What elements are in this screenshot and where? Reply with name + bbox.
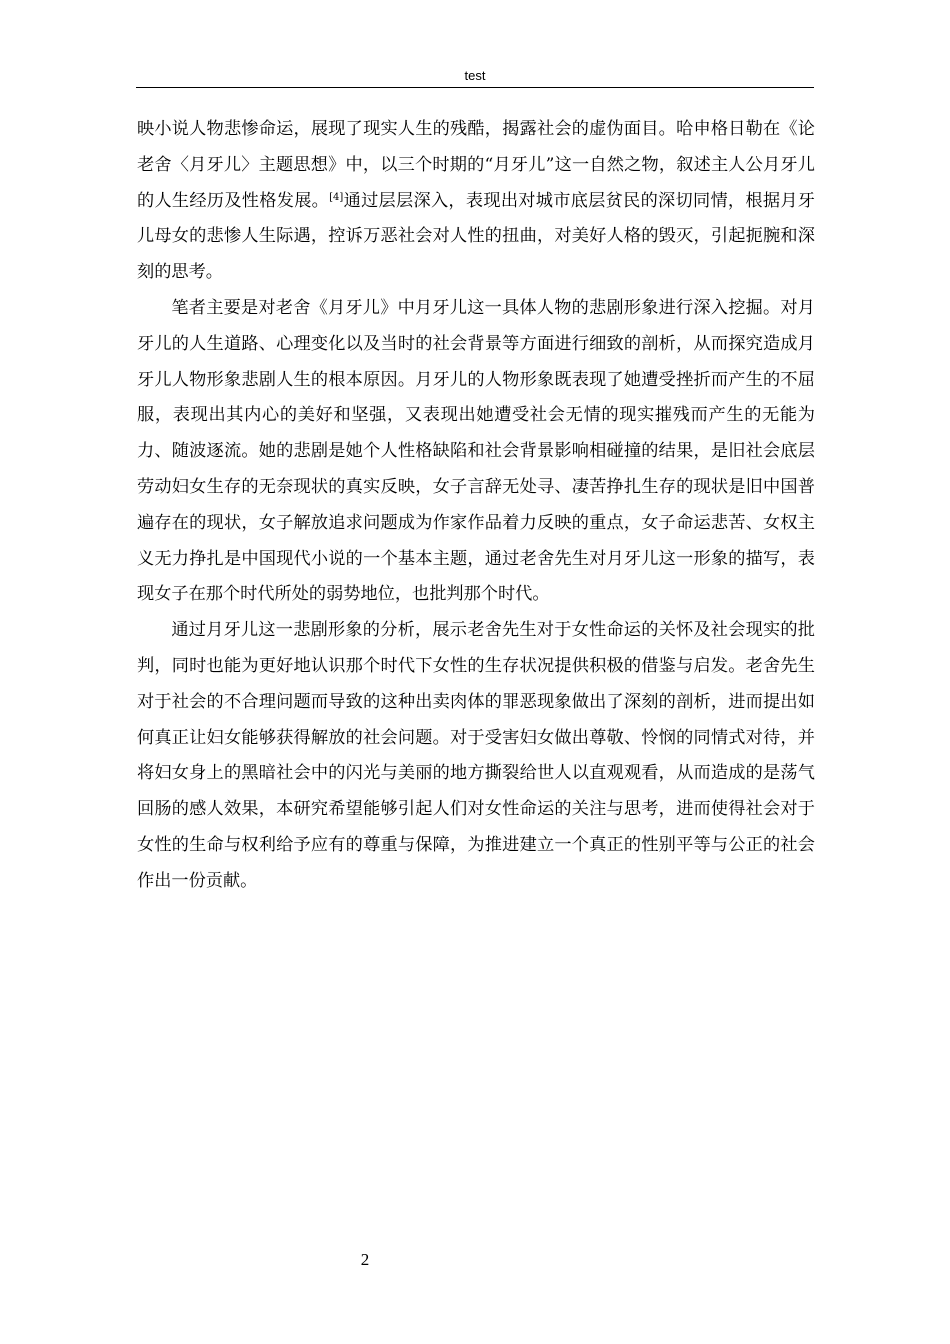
page-number: 2 [360, 1250, 370, 1269]
paragraph-1 [137, 112, 815, 291]
paragraph-2-text: 笔者主要是对老舍《月牙儿》中月牙儿这一具体人物的悲剧形象进行深入挖掘。对月牙儿的人生道路、心理变化以及当时的社会背景等方面进行细致的剖析，从而探究造成月牙儿人物形象悲剧人生的根本原因。月牙儿的人物形象既表现了她遭受挫折而产生的不屈服，表现出其内心的美好和坚强，又表现出她遭受社会无情的现实摧残而产生的无能为力、随波逐流。她的悲剧是她个人性格缺陷和社会背景影响相碰撞的结果，是旧社会底层劳动妇女生存的无奈现状的真实反映，女子言辞无处寻、凄苦挣扎生存的现状是旧中国普遍存在的现状，女子解放追求问题成为作家作品着力反映的重点，女子命运悲苦、女权主义无力挣扎是中国现代小说的一个基本主题，通过老舍先生对月牙儿这一形象的描写，表现女子在那个时代所处的弱势地位，也批判那个时代。 [137, 297, 815, 605]
paragraph-2 [137, 291, 815, 613]
citation-marker: [4] [329, 191, 344, 203]
paragraph-3 [137, 613, 815, 899]
document-body [137, 112, 815, 900]
paragraph-3-text: 通过月牙儿这一悲剧形象的分析，展示老舍先生对于女性命运的关怀及社会现实的批判，同时也能为更好地认识那个时代下女性的生存状况提供积极的借鉴与启发。老舍先生对于社会的不合理问题而导致的这种出卖肉体的罪恶现象做出了深刻的剖析，进而提出如何真正让妇女能够获得解放的社会问题。对于受害妇女做出尊敬、怜悯的同情式对待，并将妇女身上的黑暗社会中的闪光与美丽的地方撕裂给世人以直观观看，从而造成的是荡气回肠的感人效果，本研究希望能够引起人们对女性命运的关注与思考，进而使得社会对于女性的生命与权利给予应有的尊重与保障，为推进建立一个真正的性别平等与公正的社会作出一份贡献。 [137, 620, 815, 891]
page-header-text: test [464, 68, 486, 83]
paragraph-1-continuation: 通过层层深入，表现出对城市底层贫民的深切同情，根据月牙儿母女的悲惨人生际遇，控诉万恶社会对人性的扭曲，对美好人格的毁灭，引起扼腕和深刻的思考。 [137, 190, 815, 283]
header-divider [136, 87, 814, 88]
paragraph-1-text: 映小说人物悲惨命运，展现了现实人生的残酷，揭露社会的虚伪面目。哈申格日勒在《论老舍〈月牙儿〉主题思想》中，以三个时期的“月牙儿”这一自然之物，叙述主人公月牙儿的人生经历及性格发展。 [137, 119, 815, 211]
